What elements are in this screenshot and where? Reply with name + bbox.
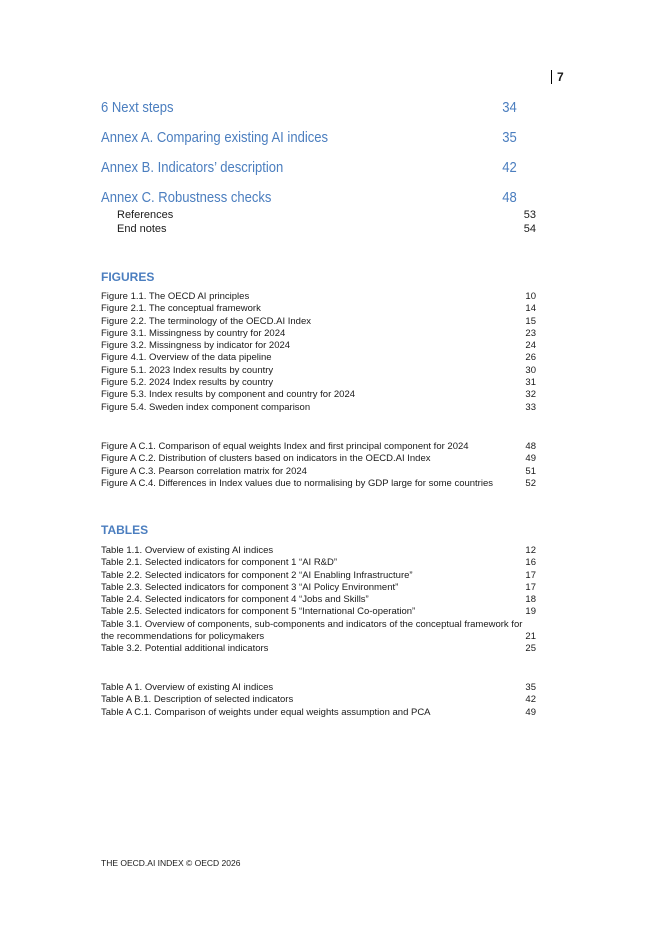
toc-chapter-title: Annex A. Comparing existing AI indices	[101, 130, 329, 146]
table-entry[interactable]	[101, 570, 536, 582]
toc-entry-page: 54	[523, 223, 536, 235]
toc-chapter-page: 48	[502, 190, 517, 206]
table-entry[interactable]	[101, 594, 536, 606]
figure-page: 49	[525, 453, 536, 465]
table-entry[interactable]	[101, 557, 536, 569]
table-page: 25	[525, 643, 536, 655]
figure-title: Figure A C.4. Differences in Index values due to normalising by GDP large for some countries	[101, 477, 493, 489]
toc-chapter-next-steps[interactable]	[101, 100, 517, 116]
figure-page: 52	[525, 477, 536, 489]
annex-tables-list	[101, 682, 536, 719]
table-page: 21	[525, 631, 536, 643]
figure-page: 32	[525, 389, 536, 401]
annex-figures-list	[101, 441, 536, 490]
figure-entry[interactable]	[101, 389, 536, 401]
figures-list	[101, 291, 536, 414]
figure-entry[interactable]	[101, 402, 536, 414]
figure-entry[interactable]	[101, 291, 536, 303]
table-title: Table 2.4. Selected indicators for component 4 “Jobs and Skills”	[101, 594, 369, 606]
table-entry[interactable]	[101, 545, 536, 557]
annex-table-entry[interactable]	[101, 707, 536, 719]
annex-figure-entry[interactable]	[101, 453, 536, 465]
table-title: Table 2.2. Selected indicators for component 2 “AI Enabling Infrastructure”	[101, 569, 413, 581]
table-page: 17	[525, 581, 536, 593]
annex-figure-entry[interactable]	[101, 466, 536, 478]
figure-page: 26	[525, 352, 536, 364]
figure-page: 14	[525, 303, 536, 315]
table-title: Table 2.5. Selected indicators for component 5 “International Co-operation”	[101, 606, 416, 618]
toc-entry-title: References	[117, 209, 174, 221]
figure-title: Figure 5.2. 2024 Index results by country	[101, 377, 274, 389]
annex-table-entry[interactable]	[101, 682, 536, 694]
figure-title: Figure A C.1. Comparison of equal weights Index and first principal component for 2024	[101, 441, 469, 452]
table-page: 18	[525, 594, 536, 606]
figure-page: 51	[525, 465, 536, 477]
table-title: Table 1.1. Overview of existing AI indices	[101, 545, 274, 556]
figure-entry[interactable]	[101, 365, 536, 377]
figures-heading: FIGURES	[101, 270, 155, 284]
toc-chapter-annex-c[interactable]	[101, 190, 517, 206]
toc-chapter-title: 6 Next steps	[101, 100, 174, 116]
toc-chapter-page: 42	[502, 160, 517, 176]
annex-figure-entry[interactable]	[101, 478, 536, 490]
figure-entry[interactable]	[101, 377, 536, 389]
table-title: Table 3.1. Overview of components, sub-components and indicators of the conceptual framework for the recommendations for policymakers	[101, 618, 523, 643]
table-entry[interactable]	[101, 643, 536, 655]
table-page: 16	[525, 557, 536, 569]
table-page: 49	[525, 706, 536, 718]
table-page: 35	[525, 682, 536, 693]
figure-title: Figure 2.2. The terminology of the OECD.AI Index	[101, 315, 311, 327]
toc-chapter-page: 34	[502, 100, 517, 116]
figure-page: 15	[525, 315, 536, 327]
toc-entry-end-notes[interactable]	[117, 223, 536, 235]
figure-title: Figure 5.3. Index results by component and country for 2024	[101, 389, 356, 401]
table-entry[interactable]	[101, 606, 536, 618]
figure-entry[interactable]	[101, 303, 536, 315]
toc-chapter-annex-b[interactable]	[101, 160, 517, 176]
figure-title: Figure A C.2. Distribution of clusters based on indicators in the OECD.AI Index	[101, 453, 431, 465]
figure-title: Figure 5.1. 2023 Index results by country	[101, 364, 274, 376]
figure-entry[interactable]	[101, 340, 536, 352]
table-page: 19	[525, 606, 536, 618]
figure-page: 33	[525, 401, 536, 413]
figure-entry[interactable]	[101, 352, 536, 364]
table-title: Table A B.1. Description of selected indicators	[101, 694, 294, 706]
table-entry[interactable]	[101, 582, 536, 594]
tables-list	[101, 545, 536, 656]
figure-page: 31	[525, 377, 536, 389]
table-page: 17	[525, 569, 536, 581]
table-page: 42	[525, 694, 536, 706]
table-title: Table 3.2. Potential additional indicators	[101, 643, 269, 655]
table-title: Table 2.1. Selected indicators for component 1 “AI R&D”	[101, 557, 338, 569]
table-page: 12	[525, 545, 536, 556]
figure-entry[interactable]	[101, 328, 536, 340]
table-title: Table A 1. Overview of existing AI indices	[101, 682, 274, 693]
figure-title: Figure 2.1. The conceptual framework	[101, 303, 261, 315]
table-title: Table 2.3. Selected indicators for component 3 “AI Policy Environment”	[101, 581, 399, 593]
toc-entry-page: 53	[523, 209, 536, 221]
table-entry[interactable]	[101, 619, 536, 644]
tables-heading: TABLES	[101, 523, 149, 537]
annex-table-entry[interactable]	[101, 694, 536, 706]
figure-page: 23	[525, 327, 536, 339]
figure-title: Figure A C.3. Pearson correlation matrix for 2024	[101, 465, 307, 477]
toc-chapter-title: Annex B. Indicators’ description	[101, 160, 284, 176]
toc-entry-title: End notes	[117, 223, 167, 235]
figure-page: 24	[525, 340, 536, 352]
figure-page: 30	[525, 364, 536, 376]
figure-entry[interactable]	[101, 316, 536, 328]
page-footer: THE OECD.AI INDEX © OECD 2026	[101, 858, 241, 868]
toc-chapter-page: 35	[502, 130, 517, 146]
figure-title: Figure 1.1. The OECD AI principles	[101, 291, 250, 302]
toc-entry-references[interactable]	[117, 209, 536, 221]
toc-chapter-annex-a[interactable]	[101, 130, 517, 146]
figure-title: Figure 3.2. Missingness by indicator for 2024	[101, 340, 291, 352]
page-number: 7	[551, 70, 564, 84]
annex-figure-entry[interactable]	[101, 441, 536, 453]
toc-chapter-title: Annex C. Robustness checks	[101, 190, 272, 206]
figure-title: Figure 3.1. Missingness by country for 2024	[101, 327, 286, 339]
figure-page: 48	[525, 441, 536, 452]
figure-title: Figure 4.1. Overview of the data pipeline	[101, 352, 272, 364]
figure-page: 10	[525, 291, 536, 302]
figure-title: Figure 5.4. Sweden index component comparison	[101, 401, 311, 413]
table-title: Table A C.1. Comparison of weights under equal weights assumption and PCA	[101, 706, 431, 718]
